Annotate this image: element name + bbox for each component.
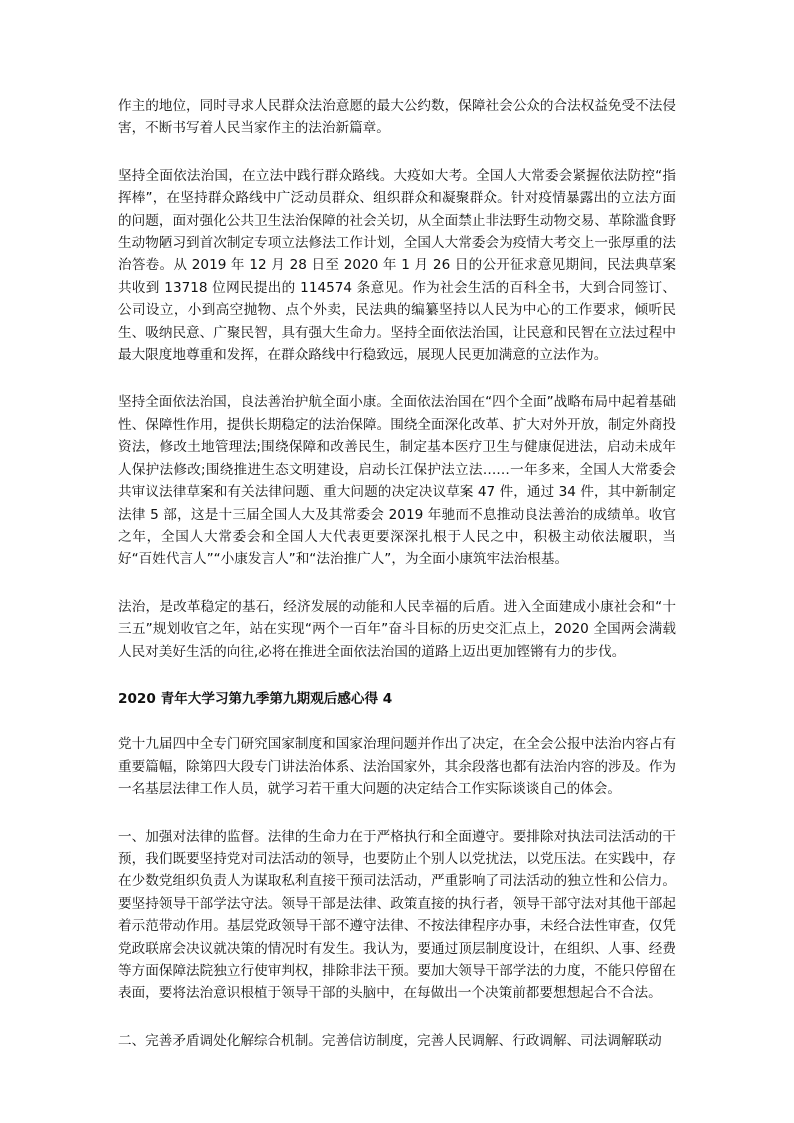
paragraph-3: 坚持全面依法治国，良法善治护航全面小康。全面依法治国在“四个全面”战略布局中起着基础性、保障性作用，提供长期稳定的法治保障。围绕全面深化改革、扩大对外开放，制定外商投资法，修改土地管理法;围绕保障和改善民生，制定基本医疗卫生与健康促进法，启动未成年人保护法修改;围绕推进生态文明建设，启动长江保护法立法……一年多来，全国人大常委会共审议法律草案和有关法律问题、重大问题的决定决议草案 47 件，通过 34 件，其中新制定法律 5 部，这是十三届全国人大及其常委会 2019 年驰而不息推动良法善治的成绩单。收官之年，全国人大常委会和全国人大代表更要深深扎根于人民之中，积极主动依法履职，当好“百姓代言人”“小康发言人”和“法治推广人”，为全面小康筑牢法治根基。: [118, 394, 676, 568]
paragraph-4: 法治，是改革稳定的基石，经济发展的动能和人民幸福的后盾。进入全面建成小康社会和“十三五”规划收官之年，站在实现“两个一百年”奋斗目标的历史交汇点上，2020 全国两会满载人民对美好生活的向往,必将在推进全面依法治国的道路上迈出更加铿锵有力的步伐。: [118, 598, 676, 660]
paragraph-1: 作主的地位，同时寻求人民群众法治意愿的最大公约数，保障社会公众的合法权益免受不法侵害，不断书写着人民当家作主的法治新篇章。: [118, 98, 676, 137]
paragraph-2: 坚持全面依法治国，在立法中践行群众路线。大疫如大考。全国人大常委会紧握依法防控“指挥棒”，在坚持群众路线中广泛动员群众、组织群众和凝聚群众。针对疫情暴露出的立法方面的问题，面对强化公共卫生法治保障的社会关切，从全面禁止非法野生动物交易、革除滥食野生动物陋习到首次制定专项立法修法工作计划，全国人大常委会为疫情大考交上一张厚重的法治答卷。从 2019 年 12 月 28 日至 2020 年 1 月 26 日的公开征求意见期间，民法典草案共收到 13718 位网民提出的 114574 条意见。作为社会生活的百科全书，大到合同签订、公司设立，小到高空抛物、点个外卖，民法典的编纂坚持以人民为中心的工作要求，倾听民生、吸纳民意、广聚民智，具有强大生命力。坚持全面依法治国，让民意和民智在立法过程中最大限度地尊重和发挥，在群众路线中行稳致远，展现人民更加满意的立法作为。: [118, 167, 676, 364]
paragraph-7: 二、完善矛盾调处化解综合机制。完善信访制度，完善人民调解、行政调解、司法调解联动: [118, 1032, 662, 1049]
paragraph-5: 党十九届四中全专门研究国家制度和国家治理问题并作出了决定，在全会公报中法治内容占有重要篇幅，除第四大段专门讲法治体系、法治国家外，其余段落也都有法治内容的涉及。作为一名基层法律工作人员，就学习若干重大问题的决定结合工作实际谈谈自己的体会。: [118, 736, 676, 798]
document-page: [118, 95, 676, 1052]
paragraph-6: 一、加强对法律的监督。法律的生命力在于严格执行和全面遵守。要排除对执法司法活动的干预，我们既要坚持党对司法活动的领导，也要防止个别人以党扰法，以党压法。在实践中，存在少数党组织负责人为谋取私利直接干预司法活动，严重影响了司法活动的独立性和公信力。要坚持领导干部学法守法。领导干部是法律、政策直接的执行者，领导干部守法对其他干部起着示范带动作用。基层党政领导干部不遵守法律、不按法律程序办事，未经合法性审查，仅凭党政联席会决议就决策的情况时有发生。我认为，要通过顶层制度设计，在组织、人事、经费等方面保障法院独立行使审判权，排除非法干预。要加大领导干部学法的力度，不能只停留在表面，要将法治意识根植于领导干部的头脑中，在每做出一个决策前都要想想起合不合法。: [118, 828, 676, 1002]
section-heading: 2020 青年大学习第九季第九期观后感心得 4: [118, 690, 393, 707]
